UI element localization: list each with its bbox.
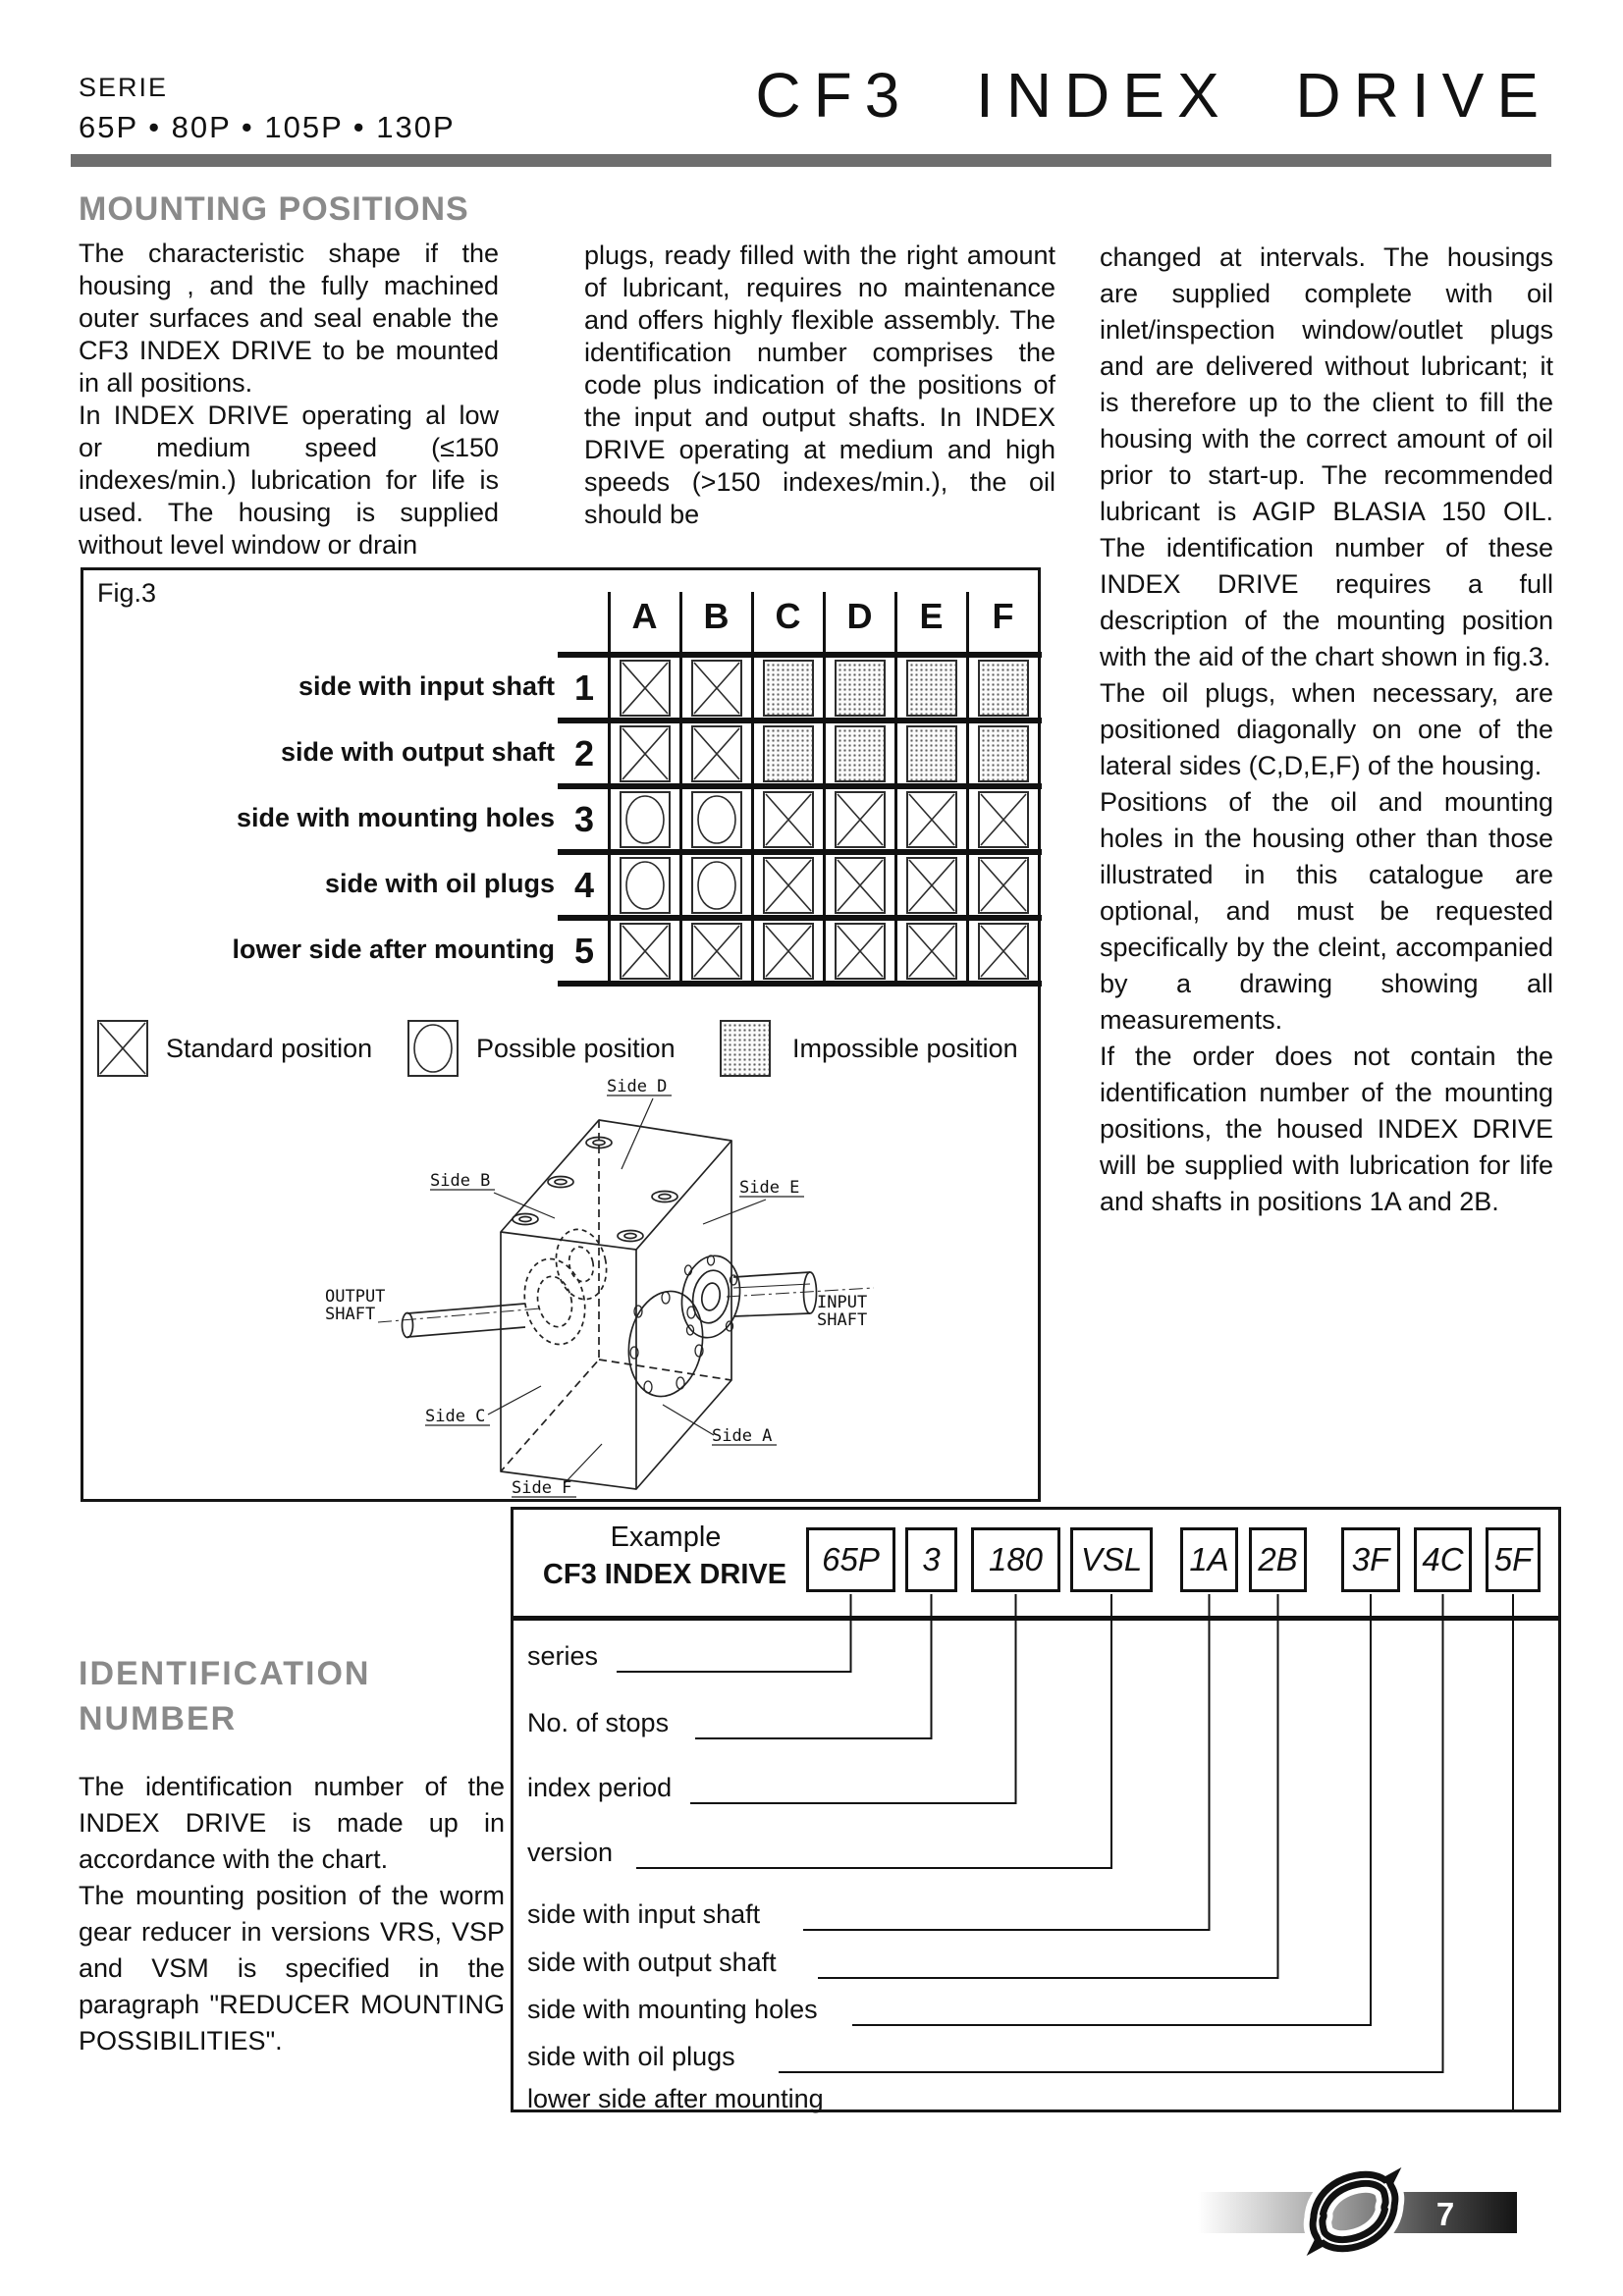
fig3-row-number: 2 — [573, 732, 595, 774]
fig3-grid-vline — [1038, 592, 1041, 987]
identification-chart — [511, 1507, 1561, 2112]
fig3-grid-hline — [558, 652, 1042, 658]
code-box-4c: 4C — [1414, 1527, 1472, 1592]
fig3-grid-vline — [823, 592, 826, 987]
fig3-cell-standard — [763, 923, 814, 980]
fig3-column-header-c: C — [775, 596, 801, 636]
shaft-axes — [378, 1288, 874, 1322]
fig3-grid-hline — [558, 718, 1042, 723]
fig3-cell-possible — [620, 791, 671, 848]
chart-content — [514, 1510, 1558, 2113]
drawing-label-side-f: Side F — [512, 1478, 572, 1498]
series-label: SERIE — [79, 73, 169, 102]
drawing-label-side-b: Side B — [430, 1171, 491, 1191]
fig3-grid-vline — [608, 592, 611, 987]
code-box-2b: 2B — [1249, 1527, 1307, 1592]
fig3-column-header-e: E — [919, 596, 944, 636]
fig3-cell-standard — [835, 857, 886, 914]
legend-symbol-standard — [97, 1020, 148, 1077]
drawing-label-input-shaft: SHAFT — [817, 1310, 868, 1330]
fig3-column-header-a: A — [631, 596, 658, 636]
field-label: side with input shaft — [527, 1899, 761, 1929]
heading-line: IDENTIFICATION — [79, 1655, 371, 1692]
fig3-cell-impossible — [906, 660, 957, 717]
fig3-row-number: 3 — [573, 798, 595, 839]
figure-label: Fig.3 — [97, 578, 157, 608]
fig3-cell-standard — [620, 660, 671, 717]
legend-label: Possible position — [476, 1034, 676, 1063]
fig3-cell-possible — [691, 791, 742, 848]
drawing-label-input-shaft: INPUT — [817, 1293, 868, 1312]
paragraph: plugs, ready filled with the right amount of lubricant, requires no maintenance and offers highly flexible assembly. The identification number comprises the code plus indication of the positions of the input and output shafts. In INDEX DRIVE operating at medium and high speeds (>150 indexes/min.), the oil should be — [584, 240, 1055, 529]
heading-line: NUMBER — [79, 1700, 238, 1737]
paragraph: The oil plugs, when necessary, are positioned diagonally on one of the lateral sides (C,D,E,F) of the housing. — [1100, 678, 1553, 780]
drawing-label-output-shaft: OUTPUT — [325, 1287, 386, 1307]
paragraph: The characteristic shape if the housing , and the fully machined outer surfaces and seal enable the CF3 INDEX DRIVE to be mounted in all positions. — [79, 239, 499, 398]
fig3-cell-standard — [906, 791, 957, 848]
fig3-cell-impossible — [763, 660, 814, 717]
fig3-cell-impossible — [835, 660, 886, 717]
fig3-cell-possible — [620, 857, 671, 914]
fig3-row-label: side with oil plugs — [324, 868, 555, 898]
field-label: version — [527, 1838, 614, 1867]
header-rule — [71, 154, 1551, 167]
page-number: 7 — [1435, 2196, 1455, 2232]
paragraph: The identification number of the INDEX DRIVE is made up in accordance with the chart. — [79, 1772, 505, 1874]
paragraph: Positions of the oil and mounting holes in the housing other than those illustrated in this catalogue are optional, and must be requested specifically by the cleint, accompanied by a drawing showing all measurements. — [1100, 787, 1553, 1035]
page-title: CF3 INDEX DRIVE — [755, 60, 1551, 131]
example-label: Example — [610, 1522, 722, 1553]
paragraph: changed at intervals. The housings are supplied complete with oil inlet/inspection window/outlet plugs and are delivered without lubricant; it is therefore up to the client to fill the housing with the correct amount of oil prior to start-up. The recommended lubricant is AGIP BLASIA 150 OIL. The identification number of these INDEX DRIVE requires a full description of the mounting position with the aid of the chart shown in fig.3. — [1100, 242, 1553, 671]
fig3-cell-impossible — [978, 660, 1029, 717]
drawing-label-output-shaft: SHAFT — [325, 1305, 376, 1324]
fig3-row-number: 4 — [573, 864, 595, 905]
fig3-column-header-f: F — [992, 596, 1014, 636]
fig3-cell-standard — [835, 923, 886, 980]
series-models: 65P • 80P • 105P • 130P — [79, 110, 456, 144]
fig3-cell-standard — [691, 923, 742, 980]
section-heading-mounting-positions: MOUNTING POSITIONS — [79, 190, 469, 228]
fig3-grid-hline — [558, 783, 1042, 789]
fig3-cell-standard — [978, 923, 1029, 980]
drawing-label-side-d: Side D — [607, 1077, 668, 1096]
fig3-column-header-d: D — [846, 596, 873, 636]
drawing-label-side-a: Side A — [712, 1426, 773, 1446]
fig3-grid-vline — [966, 592, 969, 987]
field-label: index period — [527, 1773, 673, 1802]
field-label: side with mounting holes — [527, 1995, 818, 2024]
fig3-column-header-b: B — [703, 596, 730, 636]
fig3-grid-hline — [558, 849, 1042, 855]
field-label: No. of stops — [527, 1708, 670, 1737]
paragraph: If the order does not contain the identification number of the mounting positions, the housed INDEX DRIVE will be supplied with lubrication for life and shafts in positions 1A and 2B. — [1100, 1041, 1553, 1216]
fig3-cell-standard — [763, 791, 814, 848]
fig3-row-label: lower side after mounting — [232, 934, 555, 964]
text-column-3 — [1100, 240, 1553, 1220]
fig3-cell-impossible — [906, 725, 957, 782]
fig3-row-label: side with input shaft — [298, 670, 555, 701]
code-box-180: 180 — [971, 1527, 1060, 1592]
fig3-cell-standard — [835, 791, 886, 848]
fig3-row-label: side with mounting holes — [237, 802, 555, 832]
section-heading-identification-number — [79, 1651, 370, 1741]
fig3-row-number: 5 — [573, 930, 595, 971]
fig3-cell-standard — [763, 857, 814, 914]
field-label: lower side after mounting — [527, 2084, 824, 2113]
field-label: side with oil plugs — [527, 2042, 735, 2071]
code-box-65p: 65P — [806, 1527, 895, 1592]
fig3-cell-standard — [906, 923, 957, 980]
fig3-grid-hline — [558, 981, 1042, 987]
housing-isometric-drawing — [231, 1059, 879, 1501]
fig3-box — [81, 567, 1041, 1502]
field-label: series — [527, 1641, 599, 1671]
example-title: CF3 INDEX DRIVE — [542, 1559, 787, 1590]
text-column-1 — [79, 238, 499, 561]
field-label: side with output shaft — [527, 1948, 777, 1977]
code-box-1a: 1A — [1180, 1527, 1238, 1592]
fig3-cell-possible — [691, 857, 742, 914]
fig3-cell-standard — [691, 725, 742, 782]
fig3-cell-impossible — [835, 725, 886, 782]
fig3-row-number: 1 — [573, 667, 595, 708]
fig3-cell-standard — [691, 660, 742, 717]
fig3-grid-vline — [751, 592, 754, 987]
fig3-grid-hline — [558, 915, 1042, 921]
fig3-grid-vline — [679, 592, 682, 987]
identification-text — [79, 1769, 505, 2059]
drawing-label-side-c: Side C — [425, 1407, 486, 1426]
legend-label: Impossible position — [792, 1034, 1018, 1063]
fig3-cell-standard — [906, 857, 957, 914]
code-box-vsl: VSL — [1070, 1527, 1153, 1592]
input-shaft-lines — [733, 1272, 817, 1316]
paragraph: In INDEX DRIVE operating al low or medium speed (≤150 indexes/min.) lubrication for life is used. The housing is supplied without level window or drain — [79, 400, 499, 560]
text-column-2 — [584, 240, 1055, 531]
company-logo — [1294, 2154, 1414, 2269]
fig3-cell-standard — [978, 791, 1029, 848]
output-shaft-lines — [403, 1304, 526, 1338]
fig3-cell-standard — [978, 857, 1029, 914]
code-box-3: 3 — [905, 1527, 957, 1592]
paragraph: The mounting position of the worm gear reducer in versions VRS, VSP and VSM is specified in the paragraph "REDUCER MOUNTING POSSIBILITIES". — [79, 1881, 505, 2056]
fig3-cell-standard — [620, 725, 671, 782]
legend-label: Standard position — [166, 1034, 373, 1063]
code-box-5f: 5F — [1486, 1527, 1541, 1592]
fig3-row-label: side with output shaft — [281, 736, 555, 767]
fig3-grid-vline — [894, 592, 897, 987]
code-box-3f: 3F — [1341, 1527, 1400, 1592]
fig3-cell-standard — [620, 923, 671, 980]
drawing-label-side-e: Side E — [739, 1178, 800, 1198]
fig3-cell-impossible — [763, 725, 814, 782]
fig3-cell-impossible — [978, 725, 1029, 782]
